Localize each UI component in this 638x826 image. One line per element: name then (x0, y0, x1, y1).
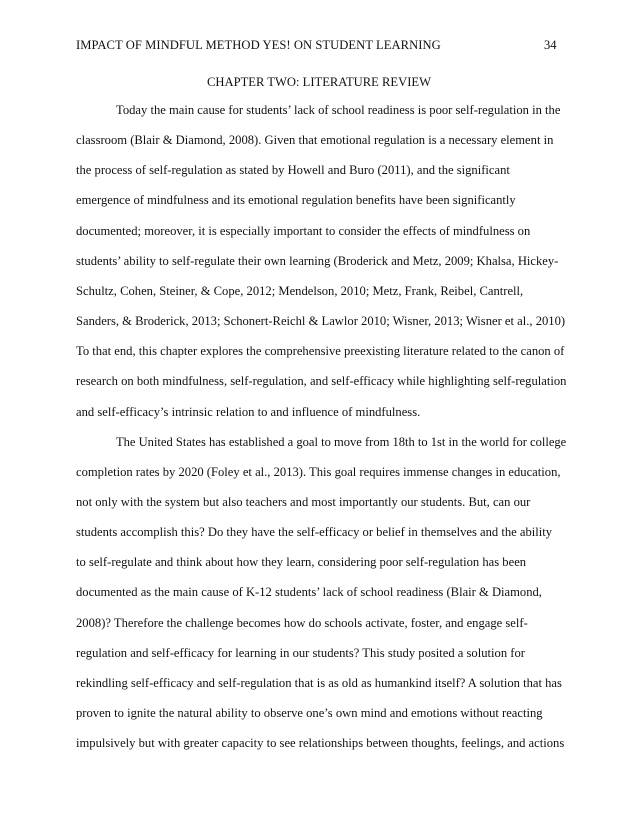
body-line: and self-efficacy’s intrinsic relation to and influence of mindfulness. (76, 404, 421, 419)
body-line: proven to ignite the natural ability to observe one’s own mind and emotions without reacting (76, 706, 543, 720)
body-line: documented; moreover, it is especially important to consider the effects of mindfulness on (76, 223, 531, 238)
body-line: impulsively but with greater capacity to see relationships between thoughts, feelings, and actions (76, 736, 565, 751)
running-head: IMPACT OF MINDFUL METHOD YES! ON STUDENT LEARNING (76, 38, 441, 52)
body-line: 2008)? Therefore the challenge becomes how do schools activate, foster, and engage self- (76, 615, 528, 630)
chapter-title: CHAPTER TWO: LITERATURE REVIEW (207, 75, 431, 89)
body-line: students accomplish this? Do they have the self-efficacy or belief in themselves and the ability (76, 525, 553, 540)
body-line: research on both mindfulness, self-regulation, and self-efficacy while highlighting self-regulation (76, 374, 567, 389)
body-line: students’ ability to self-regulate their own learning (Broderick and Metz, 2009; Khalsa, Hickey- (76, 253, 559, 268)
body-line: Today the main cause for students’ lack of school readiness is poor self-regulation in the (116, 103, 561, 117)
body-line: emergence of mindfulness and its emotional regulation benefits have been significantly (76, 193, 516, 208)
body-line: regulation and self-efficacy for learning in our students? This study posited a solution for (76, 645, 525, 660)
body-line: rekindling self-efficacy and self-regulation that is as old as humankind itself? A solution that has (76, 675, 562, 690)
body-line: Sanders, & Broderick, 2013; Schonert-Reichl & Lawlor 2010; Wisner, 2013; Wisner et al., 2010) (76, 314, 566, 329)
body-line: completion rates by 2020 (Foley et al., 2013). This goal requires immense changes in education, (76, 464, 561, 479)
body-line: To that end, this chapter explores the comprehensive preexisting literature related to the canon of (76, 344, 565, 359)
body-line: classroom (Blair & Diamond, 2008). Given that emotional regulation is a necessary element in (76, 133, 554, 148)
body-line: not only with the system but also teachers and most importantly our students. But, can our (76, 494, 531, 509)
page-number: 34 (544, 38, 557, 52)
body-line: the process of self-regulation as stated by Howell and Buro (2011), and the significant (76, 163, 510, 178)
body-line: to self-regulate and think about how they learn, considering poor self-regulation has been (76, 555, 527, 570)
body-line: The United States has established a goal to move from 18th to 1st in the world for college (116, 434, 567, 449)
body-line: documented as the main cause of K-12 students’ lack of school readiness (Blair & Diamond, (76, 585, 542, 600)
body-line: Schultz, Cohen, Steiner, & Cope, 2012; Mendelson, 2010; Metz, Frank, Reibel, Cantrell, (76, 283, 524, 298)
